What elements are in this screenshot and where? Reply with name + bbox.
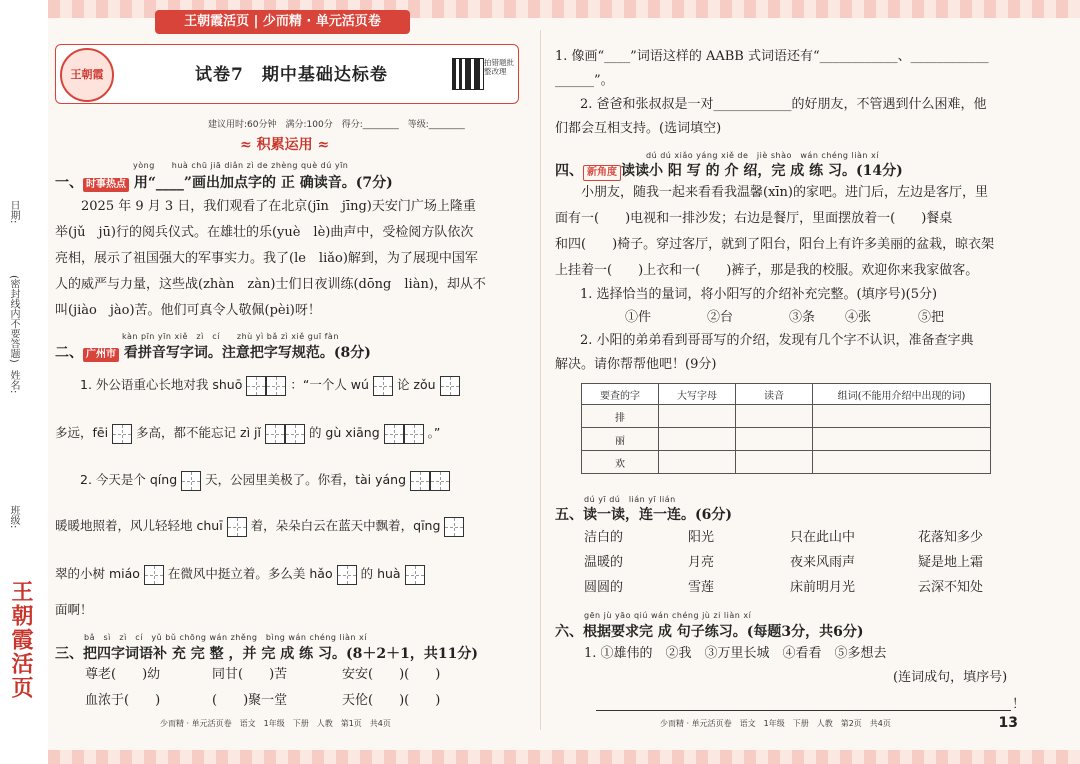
q3-sub2-line2: 们都会互相支持。(选词填空): [555, 121, 722, 136]
q4-number: 四、: [555, 163, 583, 179]
table-row: [582, 405, 991, 428]
answer-box[interactable]: [337, 565, 357, 585]
answer-box[interactable]: [266, 376, 286, 396]
bottom-decoration: [48, 750, 1080, 764]
table-row: [582, 428, 991, 451]
q1-line: 叫(jiào jào)苦。他们可真令人敬佩(pèi)呀！: [55, 303, 321, 318]
q5-cell[interactable]: 只在此山中: [790, 530, 856, 545]
q1-pinyin: yòng huà chū jiā diǎn zì de zhèng què dú yīn: [133, 161, 349, 170]
table-cell-blank[interactable]: [659, 428, 736, 451]
table-header: 要查的字: [582, 384, 659, 405]
q2-text-1b: ：“一个人 wú: [290, 377, 369, 392]
left-footer: 少而精 · 单元活页卷 语文 1年级 下册 人教 第1页 共4页: [160, 719, 391, 728]
table-header: 组词(不能用介绍中出现的词): [813, 384, 991, 405]
answer-box[interactable]: [384, 424, 404, 444]
q5-cell[interactable]: 月亮: [688, 555, 715, 570]
binding-strip: [0, 0, 48, 764]
q2-text-2d: 。”: [427, 425, 441, 440]
q5-pinyin: dú yī dú lián yī lián: [584, 495, 676, 504]
q3-number: 三、: [55, 646, 83, 662]
table-cell-blank[interactable]: [736, 405, 813, 428]
q5-cell[interactable]: 圆圆的: [584, 580, 624, 595]
exam-meta: 建议用时:60分钟 满分:100分 得分:________ 等级:________: [208, 120, 465, 130]
q2-line-1: [80, 375, 460, 396]
q3-heading: [55, 643, 478, 663]
q3-sub1-line2: ______”。: [555, 73, 614, 88]
q2-text-3b: 天，公园里美极了。你看，tài yáng: [205, 472, 407, 487]
q5-heading: [555, 504, 732, 524]
table-cell-blank[interactable]: [813, 428, 991, 451]
q3-item: 尊老( )幼: [85, 667, 161, 682]
q4-passage: [555, 180, 1025, 284]
q5-cell[interactable]: 温暖的: [584, 555, 624, 570]
table-cell-char: 欢: [582, 451, 659, 474]
q1-number: 一、: [55, 175, 83, 191]
q3-item: 血浓于( ): [85, 693, 161, 708]
answer-box[interactable]: [265, 424, 285, 444]
q2-pinyin: kàn pīn yīn xiě zì cí zhù yì bǎ zì xiě guī fàn: [122, 332, 339, 341]
table-cell-blank[interactable]: [736, 428, 813, 451]
table-header: 读音: [736, 384, 813, 405]
name-label: 姓名:: [8, 370, 19, 394]
q4-option[interactable]: ②台: [707, 310, 734, 325]
side-brand: 王朝霞活页: [8, 580, 34, 700]
answer-box[interactable]: [430, 471, 450, 491]
q2-line-6: 面啊！: [55, 602, 93, 617]
page-number: 13: [998, 715, 1018, 731]
answer-box[interactable]: [410, 471, 430, 491]
q4-tag: 新角度: [583, 165, 621, 181]
answer-box[interactable]: [246, 376, 266, 396]
answer-box[interactable]: [285, 424, 305, 444]
answer-box[interactable]: [373, 376, 393, 396]
answer-box[interactable]: [112, 424, 132, 444]
q2-number: 二、: [55, 345, 83, 361]
page-divider: [540, 30, 541, 730]
q1-line: 举(jǔ jū)行的阅兵仪式。在雄壮的乐(yuè lè)曲声中，受检阅方队依次: [55, 225, 474, 240]
q3-item: 同甘( )苦: [212, 667, 288, 682]
q4-line: 和四( )椅子。穿过客厅，就到了阳台，阳台上有许多美丽的盆栽，晾衣架: [555, 237, 995, 252]
page-title: 试卷7 期中基础达标卷: [195, 65, 388, 85]
class-label: 班级:: [8, 505, 19, 529]
q5-cell[interactable]: 花落知多少: [918, 530, 984, 545]
q2-text-5a: 翠的小树 miáo: [55, 566, 140, 581]
answer-box[interactable]: [440, 376, 460, 396]
q3-item: 天伦( )( ): [342, 693, 441, 708]
q2-tag: 广州市: [83, 348, 119, 362]
table-cell-blank[interactable]: [813, 405, 991, 428]
q5-text: 读一读，连一连。(6分): [583, 507, 732, 523]
q2-text-3a: 2. 今天是个 qíng: [80, 472, 178, 487]
q3-sub1-line1: 1. 像画“____”词语这样的 AABB 式词语还有“____________、____________: [555, 49, 989, 64]
answer-box[interactable]: [181, 471, 201, 491]
q4-sub2-line2: 解决。请你帮帮他吧！(9分): [555, 357, 717, 372]
q4-sub1: 1. 选择恰当的量词，将小阳写的介绍补充完整。(填序号)(5分): [580, 287, 938, 302]
q5-cell[interactable]: 床前明月光: [790, 580, 856, 595]
answer-box[interactable]: [405, 565, 425, 585]
table-row: [582, 451, 991, 474]
q6-note: (连词成句，填序号): [893, 670, 1008, 685]
q5-cell[interactable]: 云深不知处: [918, 580, 984, 595]
q4-line: 面有一( )电视和一排沙发；右边是餐厅，里面摆放着一( )餐桌: [555, 211, 953, 226]
q3-item: 安安( )( ): [342, 667, 441, 682]
table-cell-blank[interactable]: [813, 451, 991, 474]
answer-box[interactable]: [444, 517, 464, 537]
q5-cell[interactable]: 洁白的: [584, 530, 624, 545]
q2-text-5b: 在微风中挺立着。多么美 hǎo: [167, 566, 333, 581]
q4-heading: [555, 160, 903, 181]
q6-text: 根据要求完 成 句子练习。(每题3分，共6分): [583, 624, 864, 640]
q4-option[interactable]: ③条: [789, 310, 816, 325]
date-label: 日期:: [8, 200, 19, 224]
q1-line: 2025 年 9 月 3 日，我们观看了在北京(jīn jīng)天安门广场上隆重: [55, 199, 476, 214]
q6-end-mark: ！: [1012, 697, 1026, 712]
table-cell-blank[interactable]: [659, 405, 736, 428]
table-cell-blank[interactable]: [736, 451, 813, 474]
q5-cell[interactable]: 疑是地上霜: [918, 555, 984, 570]
q4-pinyin: dú dú xiǎo yáng xiě de jiè shào wán chéng liàn xí: [646, 151, 879, 160]
q4-line: 小朋友，随我一起来看看我温馨(xīn)的家吧。进门后，左边是客厅，里: [555, 185, 989, 200]
dictionary-table: [581, 383, 991, 474]
q4-option[interactable]: ①件: [625, 310, 652, 325]
q2-text-2b: 多高，都不能忘记 zì jǐ: [136, 425, 261, 440]
section-title: ≈ 积累运用 ≈: [240, 137, 330, 153]
q2-line-5: [55, 564, 425, 585]
answer-box[interactable]: [404, 424, 424, 444]
qr-code-icon: [452, 58, 484, 90]
q2-text-2c: 的 gù xiāng: [308, 425, 380, 440]
q5-number: 五、: [555, 507, 583, 523]
seal-notice: (密封线内不要答题): [8, 275, 19, 363]
q4-option[interactable]: ⑤把: [918, 310, 945, 325]
q3-text: 把四字词语补 充 完 整 ，并 完 成 练 习。(8＋2＋1，共11分): [83, 646, 478, 662]
q6-answer-line[interactable]: [596, 710, 1011, 711]
q6-pinyin: gēn jù yāo qiú wán chéng jù zi liàn xí: [584, 611, 752, 620]
q6-heading: [555, 621, 863, 641]
q1-heading: [55, 172, 393, 192]
table-cell-char: 丽: [582, 428, 659, 451]
q5-cell[interactable]: 雪莲: [688, 580, 715, 595]
q2-text-1c: 论 zǒu: [396, 377, 436, 392]
q2-text: 看拼音写字词。注意把字写规范。(8分): [123, 345, 371, 361]
q3-pinyin: bǎ sì zì cí yǔ bǔ chōng wán zhěng bìng wán chéng liàn xí: [84, 633, 367, 642]
q4-option[interactable]: ④张: [845, 310, 872, 325]
q4-sub2-line1: 2. 小阳的弟弟看到哥哥写的介绍，发现有几个字不认识，准备查字典: [580, 333, 974, 348]
brand-logo: 王朝霞: [60, 48, 114, 102]
q2-text-2a: 多远，fēi: [55, 425, 109, 440]
q4-line: 上挂着一( )上衣和一( )裤子，那是我的校服。欢迎你来我家做客。: [555, 263, 979, 278]
q1-passage: [55, 194, 525, 324]
table-cell-blank[interactable]: [659, 451, 736, 474]
q5-cell[interactable]: 夜来风雨声: [790, 555, 856, 570]
right-footer: 少而精 · 单元活页卷 语文 1年级 下册 人教 第2页 共4页: [660, 719, 891, 728]
header-banner: 王朝霞活页 | 少而精 · 单元活页卷: [155, 10, 410, 34]
answer-box[interactable]: [227, 517, 247, 537]
q6-number: 六、: [555, 624, 583, 640]
q2-text-5c: 的 huà: [360, 566, 401, 581]
q2-heading: [55, 342, 371, 362]
q2-line-2: [55, 423, 440, 444]
q6-sub1: 1. ①雄伟的 ②我 ③万里长城 ④看看 ⑤多想去: [584, 646, 887, 661]
answer-box[interactable]: [144, 565, 164, 585]
q1-line: 亮相，展示了祖国强大的军事实力。我了(le liǎo)解到，为了展现中国军: [55, 251, 478, 266]
q2-text-4a: 暖暖地照着，风儿轻轻地 chuī: [55, 518, 223, 533]
q5-cell[interactable]: 阳光: [688, 530, 715, 545]
q1-line: 人的威严与力量，这些战(zhàn zàn)士们日夜训练(dōng liàn)，却从不: [55, 277, 486, 292]
q3-sub2-line1: 2. 爸爸和张叔叔是一对____________的好朋友，不管遇到什么困难，他: [580, 97, 987, 112]
q4-text: 读读小 阳 写 的 介 绍，完 成 练 习。(14分): [621, 163, 903, 179]
q2-text-4b: 着，朵朵白云在蓝天中飘着，qīng: [250, 518, 441, 533]
q2-text-1a: 1. 外公语重心长地对我 shuō: [80, 377, 243, 392]
table-cell-char: 排: [582, 405, 659, 428]
q3-item: ( )聚一堂: [212, 693, 288, 708]
q2-line-3: [80, 470, 450, 491]
table-header: 大写字母: [659, 384, 736, 405]
q1-tag: 时事热点: [83, 178, 129, 192]
q2-line-4: [55, 516, 464, 537]
q1-text: 用“____”画出加点字的 正 确读音。(7分): [133, 175, 393, 191]
qr-note: 拍错题批整改理: [484, 58, 514, 76]
